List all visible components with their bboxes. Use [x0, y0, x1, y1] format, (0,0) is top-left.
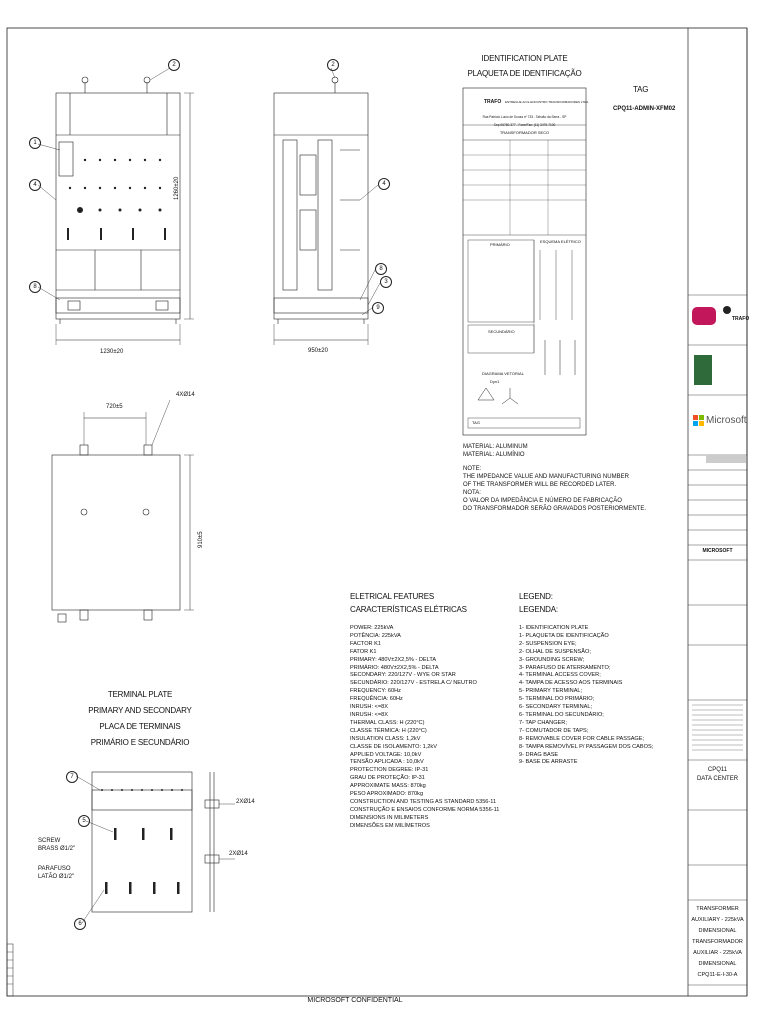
feature-line: INRUSH: <=8X	[350, 711, 388, 718]
material-pt: MATERIAL: ALUMÍNIO	[463, 452, 525, 458]
terminal-title-3: PLACA DE TERMINAIS	[99, 722, 181, 731]
plate-address-1: Rua Patrício Lucio de Souza nº 733 - Tabuão da Serra - SP	[482, 115, 567, 119]
legend-line: 1- IDENTIFICATION PLATE	[519, 625, 589, 631]
front-view-terminals	[67, 159, 166, 240]
dim-depth: 910±5	[198, 531, 204, 548]
plate-product: TRANSFORMADOR SECO	[499, 130, 550, 135]
plate-secondary-label: SECUNDÁRIO	[488, 329, 515, 334]
dim-height: 1260±20	[174, 176, 180, 200]
front-view	[56, 77, 194, 345]
note-en-2: OF THE TRANSFORMER WILL BE RECORDED LATER.	[463, 482, 617, 488]
legend-line: 5- TERMINAL DO PRIMÁRIO;	[519, 696, 595, 703]
balloon-2-side: 2	[327, 59, 339, 71]
terminal-title-1: TERMINAL PLATE	[107, 690, 173, 699]
balloon-3-side: 3	[380, 276, 392, 288]
balloon-1: 1	[29, 137, 41, 149]
leaders	[38, 68, 380, 923]
feature-line: PRIMÁRIO: 480V±2X2,5% - DELTA	[350, 664, 439, 671]
dim-hole-2a: 2XØ14	[236, 799, 255, 805]
feature-line: DIMENSÕES EM MILÍMETROS	[350, 822, 430, 829]
dim-width-side: 950±20	[308, 348, 328, 354]
balloon-9-side: 9	[372, 302, 384, 314]
note-en-title: NOTE:	[463, 466, 482, 472]
terminal-title-4: PRIMÁRIO E SECUNDÁRIO	[90, 738, 190, 747]
legend-line: 7- COMUTADOR DE TAPS;	[519, 727, 589, 734]
plate-scheme-label: ESQUEMA ELÉTRICO	[540, 239, 581, 244]
screw-en-2: BRASS Ø1/2"	[38, 846, 76, 852]
note-en-1: THE IMPEDANCE VALUE AND MANUFACTURING NUMBER	[463, 474, 629, 480]
screw-en-1: SCREW	[38, 838, 61, 844]
plate-primary-label: PRIMÁRIO	[490, 242, 510, 247]
legend-line: 2- SUSPENSION EYE;	[519, 640, 577, 647]
feature-line: INSULATION CLASS: 1,2kV	[350, 735, 421, 742]
tb-trafo: TRAFO	[732, 316, 750, 322]
legend-title-pt: LEGENDA:	[519, 605, 558, 614]
material-en: MATERIAL: ALUMINUM	[463, 444, 528, 450]
feature-line: APPROXIMATE MASS: 870kg	[350, 783, 426, 790]
feature-line: CONSTRUCTION AND TESTING AS STANDARD 5356-11	[350, 798, 497, 805]
feature-line: INRUSH: <=8X	[350, 704, 388, 711]
legend-line: 9- DRAG BASE	[519, 751, 559, 758]
features-title-pt: CARACTERÍSTICAS ELÉTRICAS	[350, 605, 467, 614]
base-view	[52, 400, 194, 622]
tb-project-2: DATA CENTER	[696, 776, 739, 782]
feature-line: CONSTRUÇÃO E ENSAIOS CONFORME NORMA 5356-11	[350, 806, 500, 813]
legend-line: 8- TAMPA REMOVÍVEL P/ PASSAGEM DOS CABOS;	[519, 743, 654, 750]
side-view	[274, 77, 368, 345]
legend-line: 4- TAMPA DE ACESSO AOS TERMINAIS	[519, 680, 623, 687]
legend-line: 4- TERMINAL ACCESS COVER;	[519, 672, 601, 679]
tag-label: TAG	[633, 85, 649, 94]
tb-desc-2: AUXILIARY - 225kVA	[691, 917, 744, 923]
terminal-plate-bolts	[101, 789, 183, 894]
dim-base-spacing: 720±5	[106, 404, 123, 410]
plate-company: ENTREGUE AO E ENCONTRO TRANSFORMADORES LTDA	[505, 100, 589, 104]
legend-line: 6- TERMINAL DO SECUNDÁRIO;	[519, 711, 604, 718]
legend-list	[519, 625, 653, 767]
feature-line: SECUNDÁRIO: 220/127V - ESTRELA C/ NEUTRO	[350, 680, 477, 687]
feature-line: DIMENSIONS IN MILIMETERS	[350, 814, 429, 821]
balloon-8-side: 8	[375, 263, 387, 275]
feature-line: GRAU DE PROTEÇÃO: IP-31	[350, 775, 425, 782]
tb-microsoft-logo: Microsoft	[706, 415, 747, 426]
feature-line: PESO APROXIMADO: 870kg	[350, 791, 424, 798]
tb-desc-5: AUXILIAR - 225kVA	[693, 950, 742, 956]
legend-line: 1- PLAQUETA DE IDENTIFICAÇÃO	[519, 632, 609, 639]
feature-line: FATOR K1	[350, 648, 377, 655]
features-title-en: ELETRICAL FEATURES	[350, 592, 434, 601]
plate-tag-field: TAG	[472, 420, 480, 425]
plate-vector-label: DIAGRAMA VETORIAL	[482, 371, 524, 376]
dim-holes: 4XØ14	[176, 392, 195, 398]
legend-line: 8- REMOVABLE COVER FOR CABLE PASSAGE;	[519, 735, 645, 742]
legend-title-en: LEGEND:	[519, 592, 553, 601]
feature-line: CLASSE DE ISOLAMENTO: 1,2kV	[350, 743, 437, 750]
feature-line: FREQUENCY: 60Hz	[350, 688, 401, 695]
legend-line: 3- PARAFUSO DE ATERRAMENTO;	[519, 664, 611, 671]
footer-confidential: MICROSOFT CONFIDENTIAL	[307, 997, 403, 1004]
legend-line: 6- SECONDARY TERMINAL;	[519, 704, 593, 711]
title-block-lines	[688, 295, 750, 985]
screw-pt-2: LATÃO Ø1/2"	[38, 874, 75, 880]
feature-line: APPLIED VOLTAGE: 10,0kV	[350, 751, 422, 758]
plate-title-en: IDENTIFICATION PLATE	[481, 54, 568, 63]
tb-desc-4: TRANSFORMADOR	[692, 939, 743, 945]
tb-company: MICROSOFT	[702, 548, 733, 554]
tb-shade	[706, 455, 746, 463]
tb-desc-3: DIMENSIONAL	[698, 928, 737, 934]
green-logo	[694, 355, 712, 385]
feature-line: POWER: 225kVA	[350, 625, 394, 631]
revision-grid	[692, 705, 743, 750]
balloon-2-front: 2	[168, 59, 180, 71]
feature-line: FACTOR K1	[350, 640, 381, 647]
feature-line: POTÊNCIA: 225kVA	[350, 632, 401, 639]
note-pt-title: NOTA:	[463, 490, 481, 496]
tb-drawing-number: CPQ11-E-I-30-A	[697, 972, 738, 978]
feature-line: CLASSE TÉRMICA: H (220°C)	[350, 727, 427, 734]
screw-pt-1: PARAFUSO	[38, 866, 71, 872]
balloon-4-side: 4	[378, 178, 390, 190]
plate-address-2: Cep 06760-377 - Fone/Fax: (11) 3479-7100	[493, 123, 556, 127]
feature-line: FREQUÊNCIA: 60Hz	[350, 696, 403, 703]
features-list	[350, 625, 499, 831]
balloon-6: 6	[74, 918, 86, 930]
legend-line: 2- OLHAL DE SUSPENSÃO;	[519, 648, 591, 655]
balloon-7: 7	[66, 771, 78, 783]
terminal-title-2: PRIMARY AND SECONDARY	[88, 706, 192, 715]
note-pt-2: DO TRANSFORMADOR SERÃO GRAVADOS POSTERIORMENTE.	[463, 506, 647, 512]
feature-line: PRIMARY: 480V±2X2,5% - DELTA	[350, 656, 437, 663]
feature-line: SECONDARY: 220/127V - WYE OR STAR	[350, 672, 456, 679]
id-plate-drawing	[463, 88, 589, 435]
plate-vector-group: Dyn1	[490, 379, 500, 384]
tb-desc-6: DIMENSIONAL	[698, 961, 737, 967]
plate-brand: TRAFO	[484, 99, 502, 105]
legend-line: 5- PRIMARY TERMINAL;	[519, 688, 583, 695]
balloon-5: 5	[78, 815, 90, 827]
feature-line: TENSÃO APLICADA : 10,0kV	[350, 759, 424, 766]
feature-line: THERMAL CLASS: H (220°C)	[350, 719, 425, 726]
note-pt-1: O VALOR DA IMPEDÂNCIA E NÚMERO DE FABRICAÇÃO	[463, 498, 622, 504]
tb-project-1: CPQ11	[707, 767, 728, 773]
plate-title-pt: PLAQUETA DE IDENTIFICAÇÃO	[467, 69, 582, 78]
balloon-4-front: 4	[29, 179, 41, 191]
tb-desc-1: TRANSFORMER	[696, 906, 739, 912]
legend-line: 7- TAP CHANGER;	[519, 719, 567, 726]
dim-hole-2b: 2XØ14	[229, 851, 248, 857]
dim-width-front: 1230±20	[100, 349, 124, 355]
legend-line: 9- BASE DE ARRASTE	[519, 759, 578, 766]
terminal-plate-drawing	[92, 772, 235, 912]
legend-line: 3- GROUNDING SCREW;	[519, 656, 585, 663]
tag-value: CPQ11-ADMIN-XFM02	[613, 106, 676, 112]
balloon-8-front: 8	[29, 281, 41, 293]
feature-line: PROTECTION DEGREE: IP-31	[350, 767, 429, 774]
